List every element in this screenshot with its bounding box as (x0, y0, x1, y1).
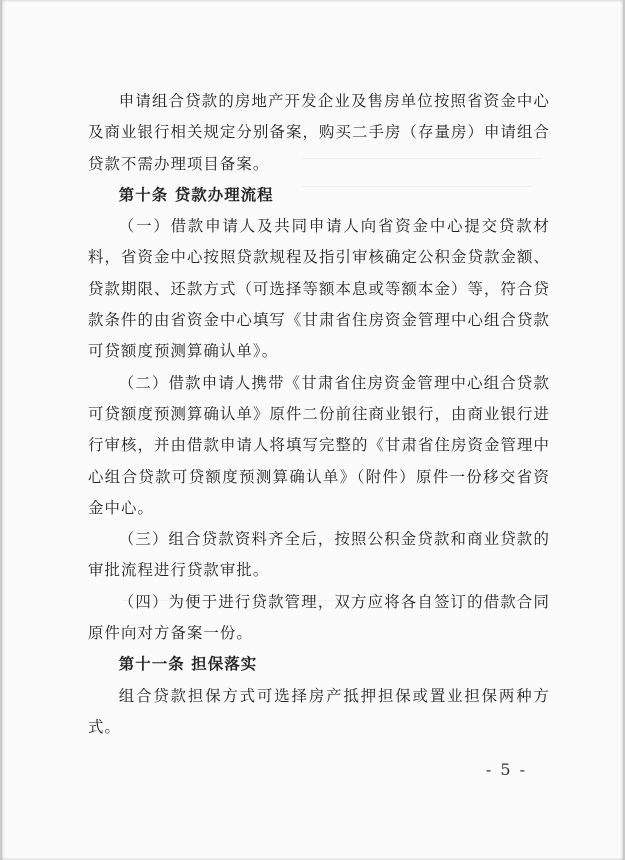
section-heading-article-11: 第十一条 担保落实 (118, 655, 258, 674)
paragraph-7: 组合贷款担保方式可选择房产抵押担保或置业担保两种方式。 (88, 686, 550, 736)
paragraph-3: （二）借款申请人携带《甘肃省住房资金管理中心组合贷款可贷额度预测算确认单》原件二份前往商业银行，由商业银行进行审核，并由借款申请人将填写完整的《甘肃省住房资金管理中心组合贷款可贷额度预测算确认单》（附件）原件一份移交省资金中心。 (88, 373, 550, 517)
paragraph-5: （四）为便于进行贷款管理，双方应将各自签订的借款合同原件向对方备案一份。 (88, 592, 550, 643)
paragraph-0: 申请组合贷款的房地产开发企业及售房单位按照省资金中心及商业银行相关规定分别备案，购买二手房（存量房）申请组合贷款不需办理项目备案。 (88, 92, 550, 173)
paragraph-2: （一）借款申请人及共同申请人向省资金中心提交贷款材料，省资金中心按照贷款规程及指引审核确定公积金贷款金额、贷款期限、还款方式（可选择等额本息或等额本金）等，符合贷款条件的由省资金中心填写《甘肃省住房资金管理中心组合贷款可贷额度预测算确认单》。 (88, 217, 550, 361)
document-body (88, 86, 550, 743)
section-heading-article-10: 第十条 贷款办理流程 (118, 185, 274, 204)
paragraph-4: （三）组合贷款资料齐全后，按照公积金贷款和商业贷款的审批流程进行贷款审批。 (88, 530, 550, 580)
page-number: - 5 - (485, 760, 527, 779)
